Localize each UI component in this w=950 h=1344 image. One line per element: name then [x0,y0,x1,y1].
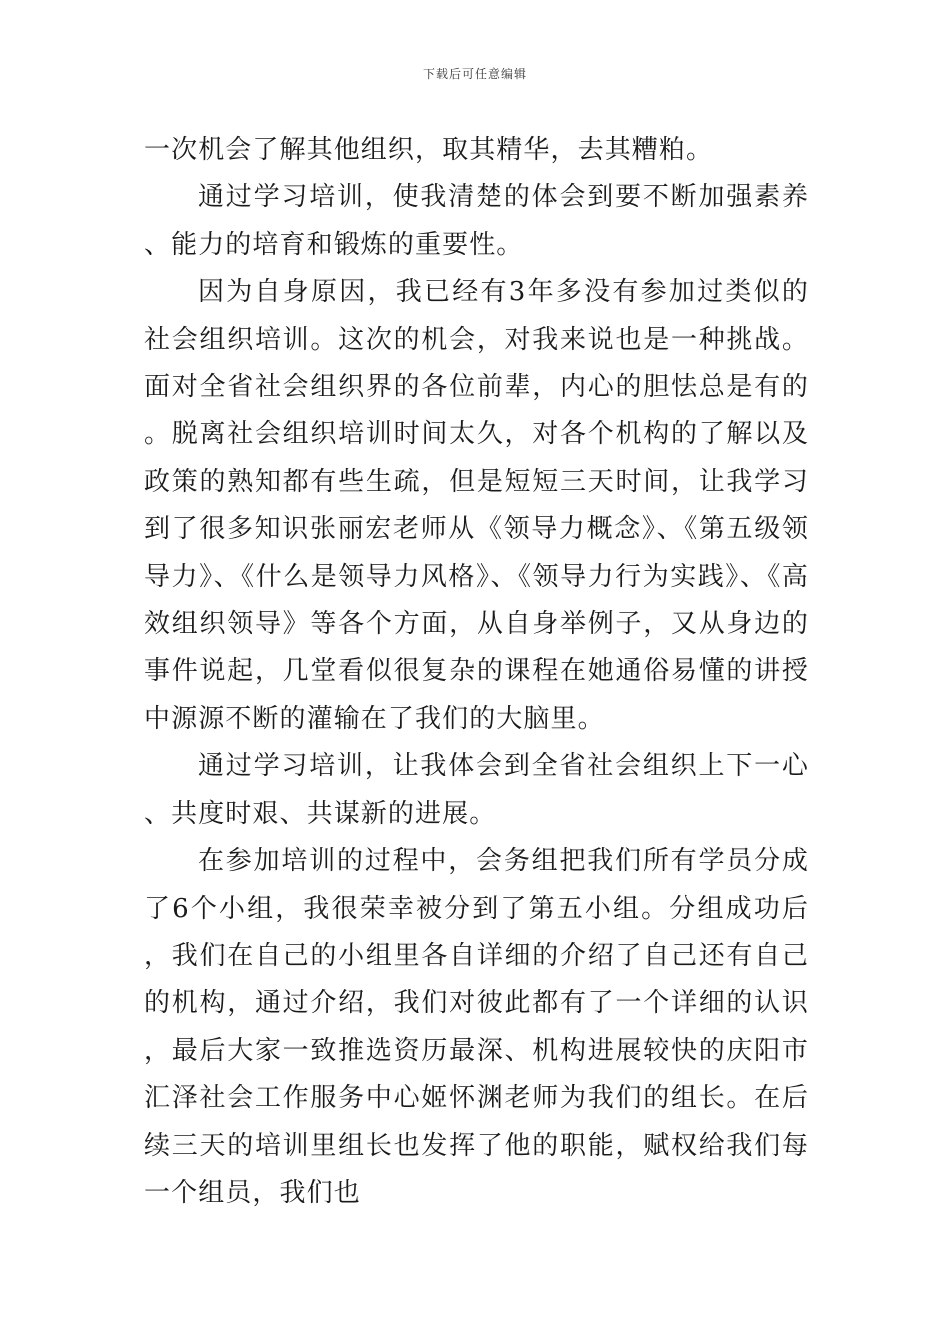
paragraph-1: 一次机会了解其他组织，取其精华，去其糟粕。 [144,135,714,165]
page-header: 下载后可任意编辑 [422,67,527,81]
paragraph-2: 通过学习培训，使我清楚的体会到要不断加强素养、能力的培育和锻炼的重要性。 [144,182,809,260]
document-body [144,127,809,1217]
paragraph-4: 通过学习培训，让我体会到全省社会组织上下一心、共度时艰、共谋新的进展。 [144,751,809,829]
paragraph-5: 在参加培训的过程中，会务组把我们所有学员分成了6个小组，我很荣幸被分到了第五小组。分组成功后，我们在自己的小组里各自详细的介绍了自己还有自己的机构，通过介绍，我们对彼此都有了一个详细的认识，最后大家一致推选资历最深、机构进展较快的庆阳市汇泽社会工作服务中心姬怀渊老师为我们的组长。在后续三天的培训里组长也发挥了他的职能，赋权给我们每一个组员，我们也 [144,846,809,1208]
paragraph-3: 因为自身原因，我已经有3年多没有参加过类似的社会组织培训。这次的机会，对我来说也是一种挑战。面对全省社会组织界的各位前辈，内心的胆怯总是有的。脱离社会组织培训时间太久，对各个机构的了解以及政策的熟知都有些生疏，但是短短三天时间，让我学习到了很多知识张丽宏老师从《领导力概念》、《第五级领导力》、《什么是领导力风格》、《领导力行为实践》、《高效组织领导》等各个方面，从自身举例子，又从身边的事件说起，几堂看似很复杂的课程在她通俗易懂的讲授中源源不断的灌输在了我们的大脑里。 [144,277,809,734]
